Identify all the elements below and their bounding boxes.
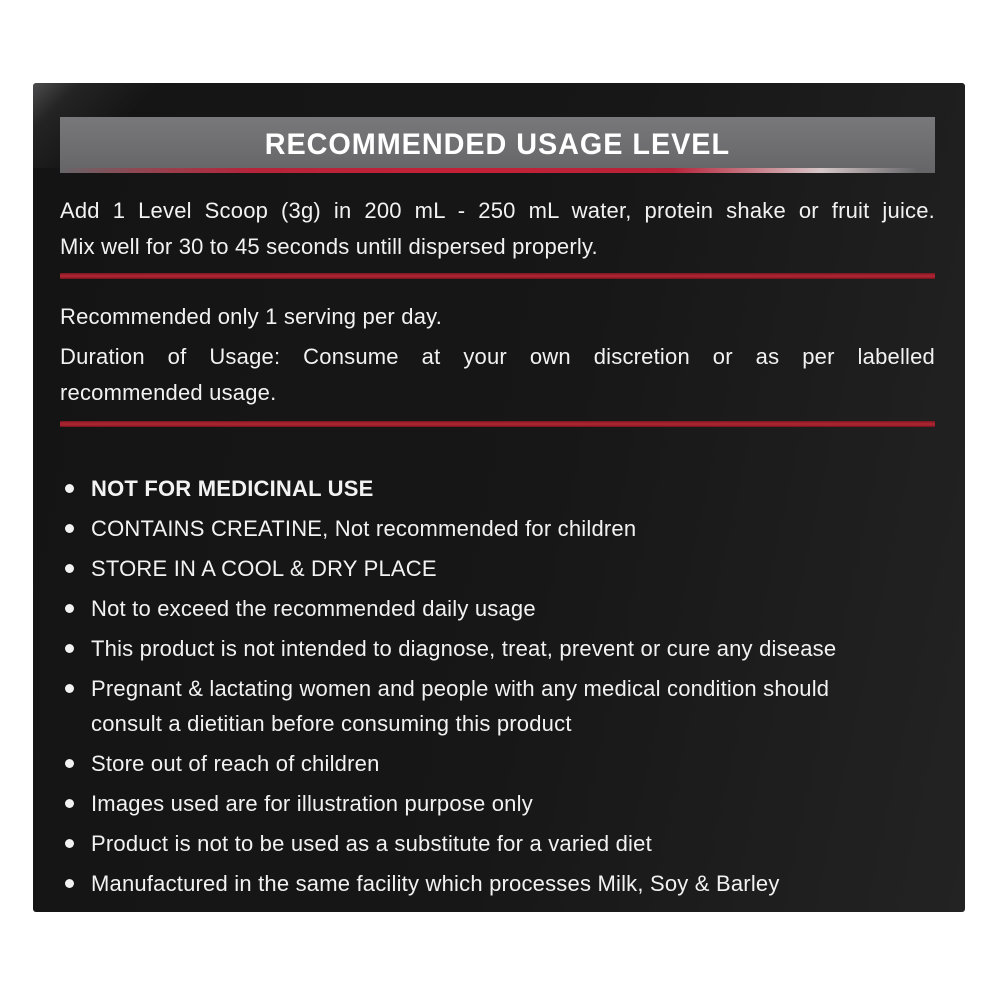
list-item: Images used are for illustration purpose only xyxy=(60,786,935,821)
duration-line-1: Duration of Usage: Consume at your own discretion or as per labelled xyxy=(60,344,935,369)
list-item: This product is not intended to diagnose, treat, prevent or cure any disease xyxy=(60,631,935,666)
duration-of-usage xyxy=(60,339,935,411)
header-red-underline xyxy=(60,168,935,173)
label-panel xyxy=(33,83,965,912)
list-item: STORE IN A COOL & DRY PLACE xyxy=(60,551,935,586)
serving-info xyxy=(60,299,935,411)
usage-line-2: Mix well for 30 to 45 seconds untill dispersed properly. xyxy=(60,234,598,259)
list-item: NOT FOR MEDICINAL USE xyxy=(60,471,935,506)
bullet-icon xyxy=(65,564,74,573)
bullet-icon xyxy=(65,799,74,808)
bullet-icon xyxy=(65,684,74,693)
divider-red-line-1 xyxy=(60,273,935,279)
header-bar xyxy=(60,117,935,173)
list-item: Not to exceed the recommended daily usage xyxy=(60,591,935,626)
duration-line-2: recommended usage. xyxy=(60,380,277,405)
bullet-icon xyxy=(65,484,74,493)
bullet-icon xyxy=(65,604,74,613)
bullet-icon xyxy=(65,524,74,533)
bullet-icon xyxy=(65,644,74,653)
list-item: Pregnant & lactating women and people with any medical condition should consult a dietitian before consuming this product xyxy=(60,671,935,741)
bullet-icon xyxy=(65,839,74,848)
divider-red-line-2 xyxy=(60,421,935,427)
list-item: CONTAINS CREATINE, Not recommended for children xyxy=(60,511,935,546)
usage-line-1: Add 1 Level Scoop (3g) in 200 mL - 250 mL water, protein shake or fruit juice. xyxy=(60,198,935,223)
page-title: RECOMMENDED USAGE LEVEL xyxy=(264,128,731,161)
bullet-icon xyxy=(65,759,74,768)
serving-per-day: Recommended only 1 serving per day. xyxy=(60,304,443,329)
warnings-list xyxy=(60,471,935,901)
bullet-icon xyxy=(65,879,74,888)
list-item: Product is not to be used as a substitute for a varied diet xyxy=(60,826,935,861)
usage-instructions xyxy=(60,193,935,265)
list-item: Manufactured in the same facility which processes Milk, Soy & Barley xyxy=(60,866,935,901)
list-item: Store out of reach of children xyxy=(60,746,935,781)
